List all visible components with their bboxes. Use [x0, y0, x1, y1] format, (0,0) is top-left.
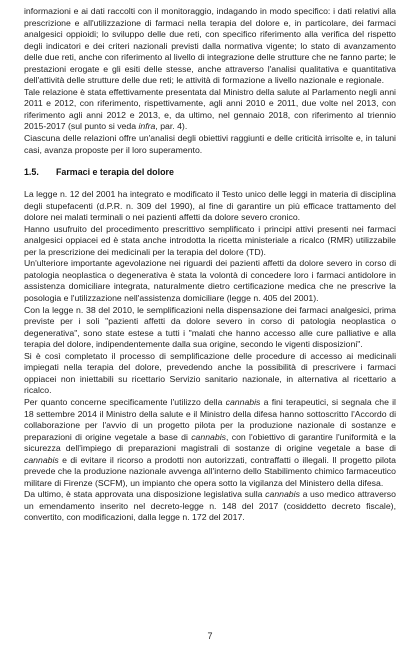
paragraph-report-history: Tale relazione è stata effettivamente presentata dal Ministro della salute al Parlamento negli anni 2011 e 2012, con riferimento, rispettivamente, agli anni 2010 e 2011, due volte nel 2013, con riferimento agli anni 2012 e 2013, e, da ultimo, nel gennaio 2018, con riferimento al triennio 2015-2017 (sul punto si veda infra, par. 4). [24, 86, 396, 132]
section-heading: 1.5. Farmaci e terapia del dolore [24, 167, 174, 178]
paragraph-report-analysis: Ciascuna delle relazioni offre un'analisi degli obiettivi raggiunti e delle criticità irrisolte e, in taluni casi, avanza proposte per il loro superamento. [24, 133, 396, 155]
paragraph-law-38-2010: Con la legge n. 38 del 2010, le semplificazioni nella dispensazione dei farmaci analgesici, prima previste per i soli "pazienti affetti da dolore severo in corso di patologia neoplastica o degenerativa", sono state estese a tutti i "malati che hanno accesso alle cure palliative e alla terapia del dolore, indipendentemente dalla sua origine, secondo le vigenti disposizioni". [24, 304, 396, 350]
paragraph-cannabis-project: Per quanto concerne specificamente l'utilizzo della cannabis a fini terapeutici, si segnala che il 18 settembre 2014 il Ministro della salute e il Ministro della difesa hanno sottoscritto l'Accordo di collaborazione per l'avvio di un progetto pilota per la produzione nazionale di sostanze e preparazioni di origine vegetale a base di cannabis, con l'obiettivo di garantire l'uniformità e la sicurezza dell'impiego di preparazioni magistrali di sostanze di origine vegetale a base di cannabis e di evitare il ricorso a prodotti non autorizzati, contraffatti o illegali. Il progetto pilota prevede che la produzione nazionale avvenga all'interno dello Stabilimento chimico farmaceutico militare di Firenze (SCFM), un impianto che opera sotto la vigilanza del Ministero della difesa. [24, 396, 396, 488]
page-number: 7 [207, 631, 213, 641]
section-title: Farmaci e terapia del dolore [56, 167, 174, 178]
paragraph-home-assistance: Un'ulteriore importante agevolazione nei riguardi dei pazienti affetti da dolore severo in corso di patologia neoplastica o degenerativa è stata la volontà di concedere loro i farmaci antidolore in assistenza domiciliare integrata, naturalmente dietro certificazione medica che ne prescrive la posologia e l'utilizzazione nell'assistenza domiciliare (legge n. 405 del 2001). [24, 258, 396, 304]
paragraph-law-12-2001: La legge n. 12 del 2001 ha integrato e modificato il Testo unico delle leggi in materia di disciplina degli stupefacenti (d.P.R. n. 309 del 1990), al fine di garantire un più efficace trattamento del dolore nei malati terminali o nei pazienti affetti da dolore severo cronico. [24, 189, 396, 223]
paragraph-monitoring: informazioni e ai dati raccolti con il monitoraggio, indagando in modo specifico: i dati relativi alla prescrizione e all'utilizzazione di farmaci nella terapia del dolore e, in particolare, dei farmaci analgesici oppioidi; lo sviluppo delle due reti, con specifico riferimento alla verifica del rispetto degli indicatori e dei criteri nazionali previsti dalla normativa vigente; lo stato di avanzamento delle due reti, anche con riferimento al livello di integrazione delle strutture che ne fanno parte; le prestazioni erogate e gli esiti delle stesse, anche attraverso l'analisi qualitativa e quantitativa dell'attività delle strutture delle due reti; le attività di formazione a livello nazionale e regionale. [24, 6, 396, 86]
paragraph-simplification: Si è così completato il processo di semplificazione delle procedure di accesso ai medicinali impiegati nella terapia del dolore, prevedendo anche la possibilità di prescrivere i farmaci oppiacei non iniettabili su ricettario Servizio sanitario nazionale, in alternativa al ricettario a ricalco. [24, 350, 396, 396]
paragraph-prescription-procedure: Hanno usufruito del procedimento prescrittivo semplificato i principi attivi presenti nei farmaci analgesici oppiacei ed è stata anche introdotta la ricetta ministeriale a ricalco (RMR) utilizzabile per la prescrizione dei medicinali per la terapia del dolore (TD). [24, 223, 396, 257]
paragraph-cannabis-law: Da ultimo, è stata approvata una disposizione legislativa sulla cannabis a uso medico attraverso un emendamento inserito nel decreto-legge n. 148 del 2017 (cosiddetto decreto fiscale), convertito, con modificazioni, dalla legge n. 172 del 2017. [24, 489, 396, 523]
